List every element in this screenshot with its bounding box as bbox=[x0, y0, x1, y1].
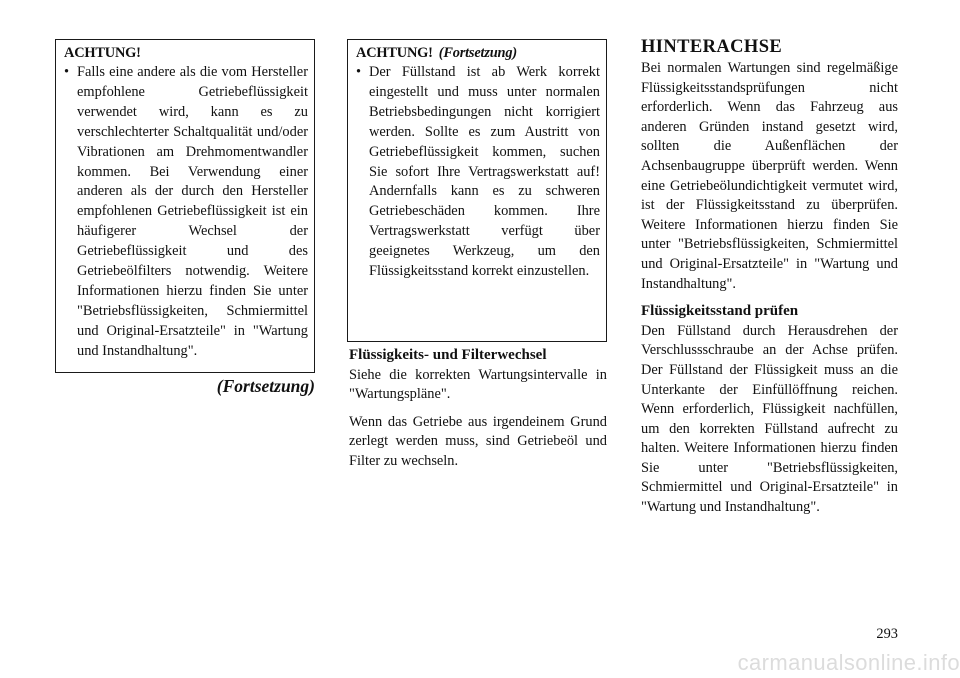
fluid-level-heading: Flüssigkeitsstand prüfen bbox=[641, 303, 799, 320]
rear-axle-paragraph-2: Den Füllstand durch Herausdrehen der Verschlussschraube an der Achse prüfen. Der Füllstand der Flüssigkeit muss an die Unterkante der Einfüllöffnung reichen. Wenn erforderlich, Flüssigkeit nachfüllen, um den korrekten Füllstand aufrecht zu halten. Weitere Informationen hierzu finden Sie unter "Betriebsflüssigkeiten, Schmiermittel und Original-Ersatzteile" in "Wartung und Instandhaltung". bbox=[641, 322, 898, 516]
page-number: 293 bbox=[876, 626, 898, 642]
warning-text: Falls eine andere als die vom Hersteller empfohlene Getriebeflüssigkeit verwendet wird, kann es zu verschlechterter Schaltqualität und/oder Vibrationen am Drehmomentwandler kommen. Bei Verwendung einer anderen als der durch den Hersteller empfohlenen Getriebeflüssigkeit ist ein häufigerer Wechsel der Getriebeflüssigkeit und des Getriebeölfilters notwendig. Weitere Informationen hierzu finden Sie unter "Betriebsflüssigkeiten, Schmiermittel und Original-Ersatzteile" in "Wartung und Instandhaltung". bbox=[77, 64, 308, 359]
warning-heading-continued: (Fortsetzung) bbox=[438, 45, 517, 61]
warning-bullet-item bbox=[64, 63, 308, 362]
watermark: carmanualsonline.info bbox=[737, 650, 960, 675]
warning-heading-label: ACHTUNG! bbox=[356, 45, 433, 61]
rear-axle-title: HINTERACHSE bbox=[641, 37, 783, 57]
warning-heading-label: ACHTUNG! bbox=[64, 45, 141, 61]
fluid-filter-section bbox=[349, 346, 607, 480]
rear-axle-section bbox=[641, 36, 898, 526]
warning-box-fluid-level bbox=[347, 39, 607, 342]
warning-heading bbox=[356, 45, 600, 62]
warning-text: Der Füllstand ist ab Werk korrekt eingestellt und muss unter normalen Betriebsbedingungen nicht korrigiert werden. Sollte es zum Austritt von Getriebeflüssigkeit kommen, suchen Sie sofort Ihre Vertragswerkstatt auf! Andernfalls kann es zu schweren Getriebeschäden kommen. Ihre Vertragswerkstatt verfügt über geeignetes Werkzeug, um den Flüssigkeitsstand korrekt einzustellen. bbox=[369, 64, 600, 280]
fluid-filter-heading: Flüssigkeits- und Filterwechsel bbox=[349, 347, 547, 363]
rear-axle-paragraph-1: Bei normalen Wartungen sind regelmäßige Flüssigkeitsstandsprüfungen nicht erforderlich. Wenn das Fahrzeug aus anderen Gründen instand gesetzt wird, sollten die Außenflächen der Achsenbaugruppe überprüft werden. Wenn eine Getriebeölundichtigkeit vermutet wird, ist der Flüssigkeitsstand zu überprüfen. Weitere Informationen hierzu finden Sie unter "Betriebsflüssigkeiten, Schmiermittel und Original-Ersatzteile" in "Wartung und Instandhaltung". bbox=[641, 60, 898, 292]
fluid-filter-paragraph-2: Wenn das Getriebe aus irgendeinem Grund zerlegt werden muss, sind Getriebeöl und Filter zu wechseln. bbox=[349, 413, 607, 469]
bullet-icon: • bbox=[64, 64, 70, 80]
continued-label: (Fortsetzung) bbox=[216, 376, 315, 396]
warning-bullet-item bbox=[356, 63, 600, 282]
warning-heading bbox=[64, 45, 308, 62]
fluid-filter-paragraph-1: Siehe die korrekten Wartungsintervalle in "Wartungspläne". bbox=[349, 366, 607, 403]
bullet-icon: • bbox=[356, 64, 362, 80]
warning-box-transmission-fluid bbox=[55, 39, 315, 373]
